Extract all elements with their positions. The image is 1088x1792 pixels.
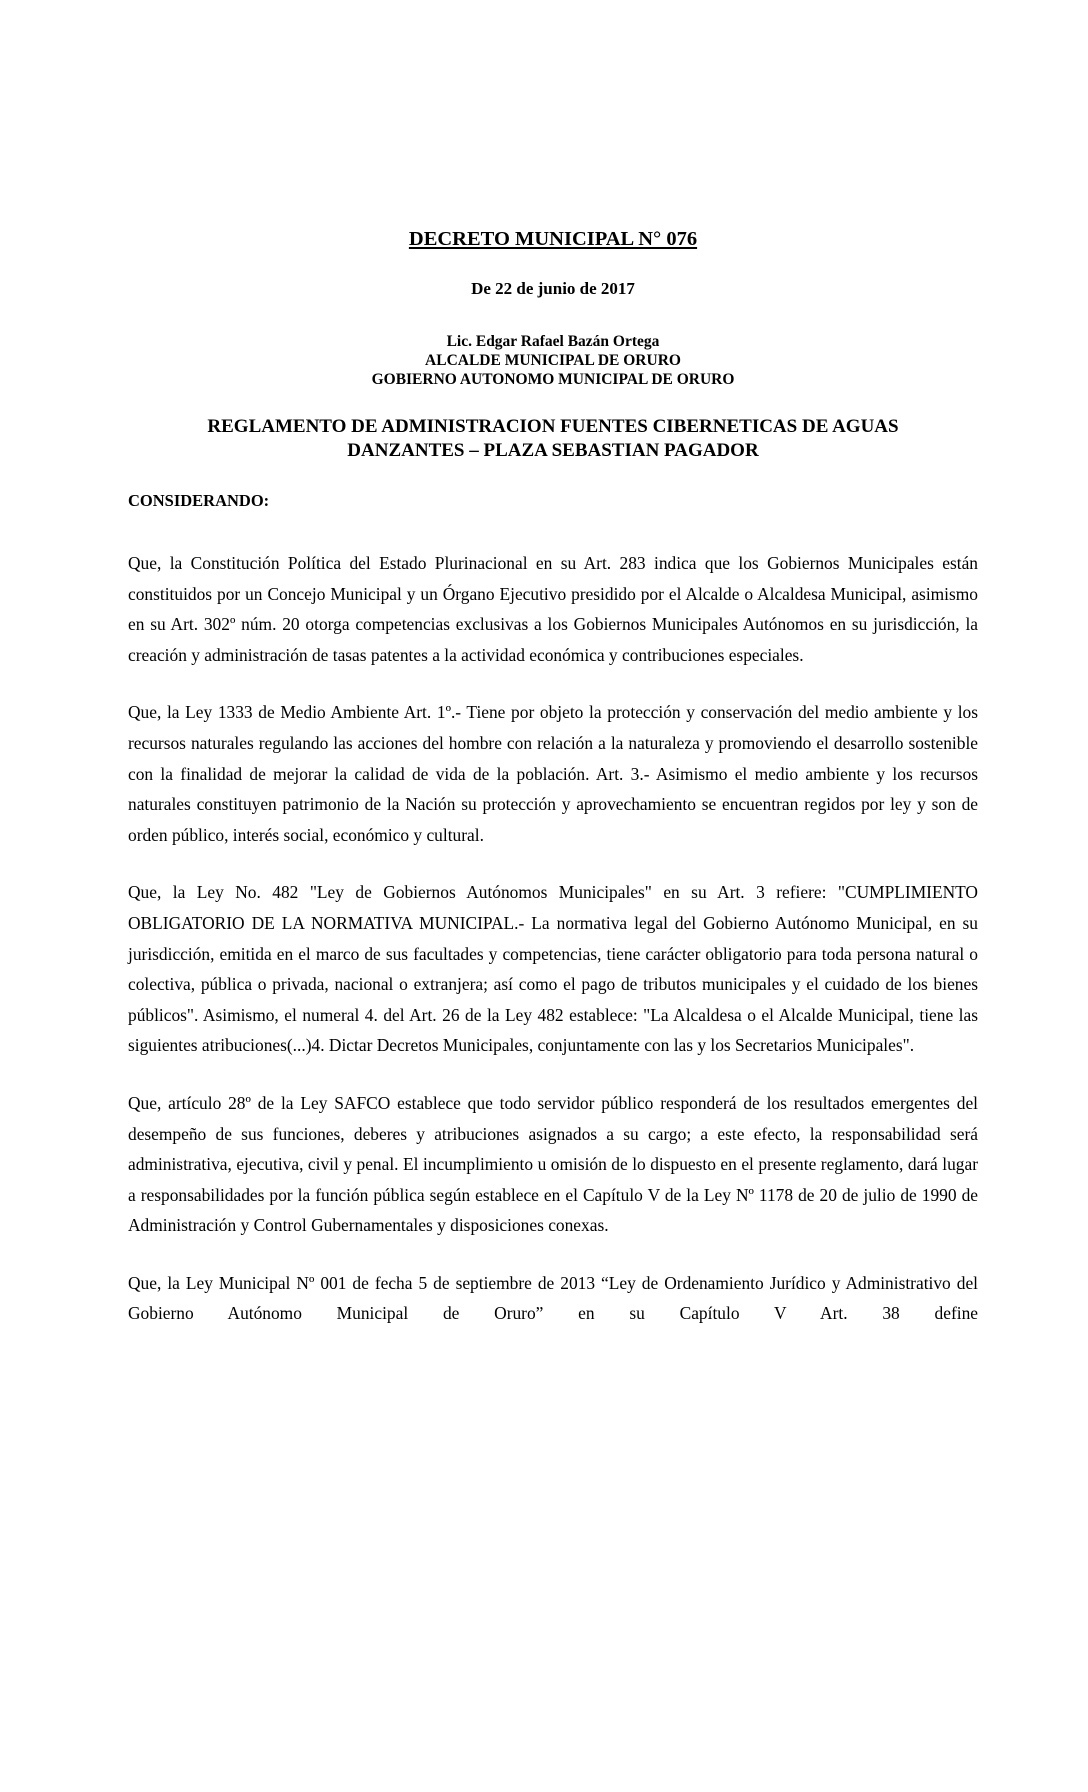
considerando-heading: CONSIDERANDO: xyxy=(128,491,270,510)
document-body xyxy=(128,548,978,1329)
decree-title: DECRETO MUNICIPAL N° 076 xyxy=(408,228,698,250)
issuing-authority xyxy=(128,332,978,389)
paragraph: Que, la Ley Municipal Nº 001 de fecha 5 de septiembre de 2013 “Ley de Ordenamiento Jurídico y Administrativo del Gobierno Autónomo Municipal de Oruro” en su Capítulo V Art. 38 define xyxy=(128,1272,978,1324)
paragraph: Que, la Ley 1333 de Medio Ambiente Art. 1º.- Tiene por objeto la protección y conservación del medio ambiente y los recursos naturales regulando las acciones del hombre con relación a la naturaleza y promoviendo el desarrollo sostenible con la finalidad de mejorar la calidad de vida de la población. Art. 3.- Asimismo el medio ambiente y los recursos naturales constituyen patrimonio de la Nación su protección y aprovechamiento se encuentran regidos por ley y son de orden público, interés social, económico y cultural. xyxy=(128,702,978,845)
document-header xyxy=(128,226,978,463)
decree-date: De 22 de junio de 2017 xyxy=(471,279,635,298)
government-name: GOBIERNO AUTONOMO MUNICIPAL DE ORURO xyxy=(371,371,735,388)
paragraph: Que, la Ley No. 482 "Ley de Gobiernos Autónomos Municipales" en su Art. 3 refiere: "CUMPLIMIENTO OBLIGATORIO DE LA NORMATIVA MUNICIPAL.- La normativa legal del Gobierno Autónomo Municipal, en su jurisdicción, emitida en el marco de sus facultades y competencias, tiene carácter obligatorio para toda persona natural o colectiva, pública o privada, nacional o extranjera; así como el pago de tributos municipales y el cuidado de los bienes públicos". Asimismo, el numeral 4. del Art. 26 de la Ley 482 establece: "La Alcaldesa o el Alcalde Municipal, tiene las siguientes atribuciones(...)4. Dictar Decretos Municipales, conjuntamente con las y los Secretarios Municipales". xyxy=(128,882,978,1056)
paragraph: Que, artículo 28º de la Ley SAFCO establece que todo servidor público responderá de los resultados emergentes del desempeño de sus funciones, deberes y atribuciones asignados a su cargo; a este efecto, la responsabilidad será administrativa, ejecutiva, civil y penal. El incumplimiento u omisión de lo dispuesto en el presente reglamento, dará lugar a responsabilidades por la función pública según establece en el Capítulo V de la Ley Nº 1178 de 20 de julio de 1990 de Administración y Control Gubernamentales y disposiciones conexas. xyxy=(128,1092,978,1236)
regulation-title-line-1: REGLAMENTO DE ADMINISTRACION FUENTES CIBERNETICAS DE AGUAS xyxy=(207,416,899,437)
mayor-name: Lic. Edgar Rafael Bazán Ortega xyxy=(446,333,660,350)
regulation-title xyxy=(128,415,978,463)
regulation-title-line-2: DANZANTES – PLAZA SEBASTIAN PAGADOR xyxy=(347,440,759,461)
mayor-title: ALCALDE MUNICIPAL DE ORURO xyxy=(425,352,681,369)
paragraph: Que, la Constitución Política del Estado Plurinacional en su Art. 283 indica que los Gobiernos Municipales están constituidos por un Concejo Municipal y un Órgano Ejecutivo presidido por el Alcalde o Alcaldesa Municipal, asimismo en su Art. 302º núm. 20 otorga competencias exclusivas a los Gobiernos Municipales Autónomos en su jurisdicción, la creación y administración de tasas patentes a la actividad económica y contribuciones especiales. xyxy=(128,553,978,665)
